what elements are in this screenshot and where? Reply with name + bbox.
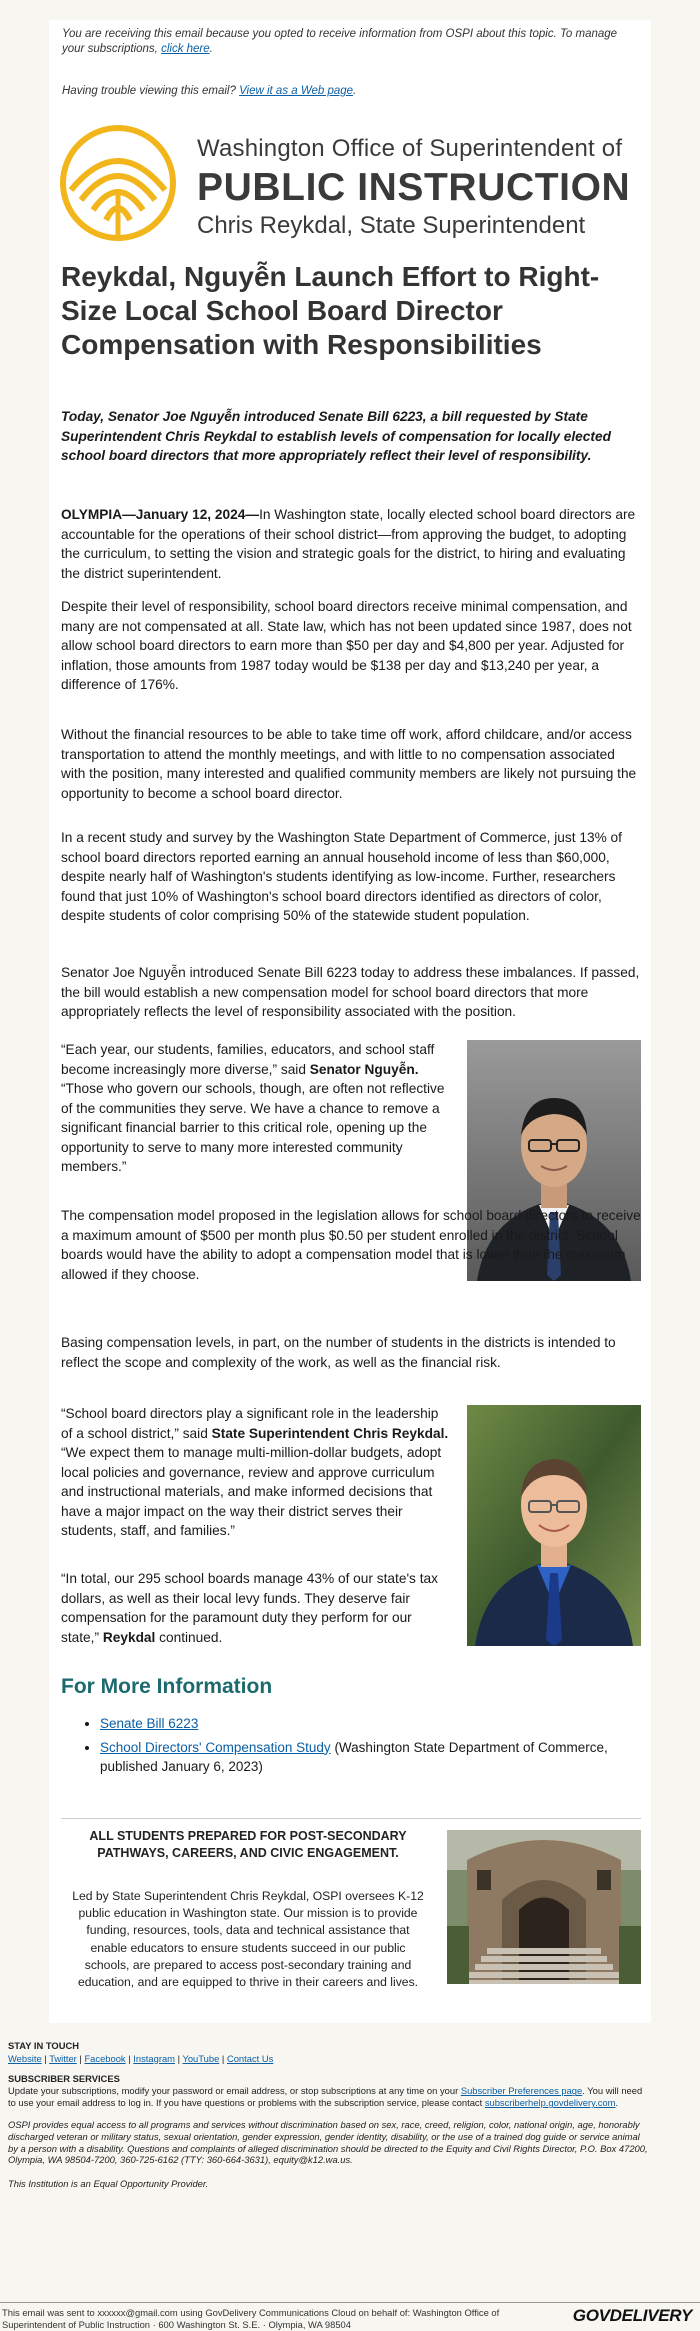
view-web-page-link[interactable]: View it as a Web page [239,85,354,97]
paragraph-4: In a recent study and survey by the Washington State Department of Commerce, just 13% of school board directors reported earning an annual household income of less than $60,000, despite nearly half of Washington's students identifying as low-income. Further, researchers found that just 10% of Washington's school board directors identified as directors of color, despite students of color comprising 50% of the statewide student population. [61,830,622,923]
subscriber-services-text: Update your subscriptions, modify your password or email address, or stop subscriptions at any time on your Subscriber Preferences page. You will need to use your email address to log in. If you have questions or problems with the subscription service, please contact subscriberhelp.govdelivery.com. [8,2085,643,2109]
paragraph-6: The compensation model proposed in the legislation allows for school board directors to receive a maximum amount of $500 per month plus $0.50 per student enrolled in the district. School boards would have the ability to adopt a compensation model that is lower than the maximum allowed if they choose. [61,1208,641,1282]
dateline: OLYMPIA—January 12, 2024— [61,507,260,522]
instagram-link[interactable]: Instagram [133,2052,175,2064]
divider [61,1818,641,1819]
compensation-study-link[interactable]: School Directors' Compensation Study [100,1739,331,1755]
email-footer [8,2040,648,2190]
click-here-link[interactable]: click here [161,43,210,55]
mission-text: Led by State Superintendent Chris Reykdal, OSPI oversees K-12 public education in Washington state. Our mission is to provide funding, resources, tools, data and technical assistance that enable educators to ensure students succeed in our public schools, are prepared to access post-secondary training and education, and are equipped to thrive in their careers and lives. [72,1889,424,1990]
closing-quote: “In total, our 295 school boards manage 43% of our state's tax dollars, as well as their local levy funds. They deserve fair compensation for the paramount duty they perform for our state,” Reykdal continued. [61,1571,438,1645]
govdelivery-logo[interactable]: GOVDELIVERY [572,2306,692,2325]
paragraph-5: Senator Joe Nguyễn introduced Senate Bill 6223 today to address these imbalances. If passed, the bill would establish a new compensation model for school board directors that more appropriately reflects the level of responsibility associated with the position. [61,965,640,1019]
subscriber-services-heading: SUBSCRIBER SERVICES [8,2072,120,2084]
more-info-heading: For More Information [61,1675,273,1698]
paragraph-1: OLYMPIA—January 12, 2024—In Washington state, locally elected school board directors are accountable for the operations of their school district—from approving the budget, to adopting the curriculum, to setting the vision and strategic goals for the district, to hiring and evaluating the district superintendent. [61,507,636,581]
govdelivery-bar [0,2302,700,2331]
old-capitol-building-image [447,1830,641,1984]
stay-in-touch-heading: STAY IN TOUCH [8,2040,80,2051]
paragraph-3: Without the financial resources to be able to take time off work, afford childcare, and/or access transportation to attend the monthly meetings, and with little to no compensation associated with the position, many interested and qualified community members are likely not pursuing the opportunity to become a school board director. [61,727,637,801]
preheader-subscription: You are receiving this email because you opted to receive information from OSPI about this topic. To manage your subscriptions, click here. [62,28,618,55]
senator-quote: “Each year, our students, families, educators, and school staff become increasingly more diverse,” said Senator Nguyễn. “Those who govern our schools, though, are often not reflective of the communities they serve. We have a chance to remove a significant financial barrier to this critical role, opening up the opportunity to serve to many more interested community members.” [61,1042,445,1174]
facebook-link[interactable]: Facebook [84,2052,126,2064]
senate-bill-link[interactable]: Senate Bill 6223 [100,1716,199,1731]
logo-line-2: PUBLIC INSTRUCTION [197,166,631,209]
mission-title: ALL STUDENTS PREPARED FOR POST-SECONDARY PATHWAYS, CAREERS, AND CIVIC ENGAGEMENT. [89,1829,407,1860]
lead-paragraph: Today, Senator Joe Nguyễn introduced Senate Bill 6223, a bill requested by State Superintendent Chris Reykdal to establish levels of compensation for locally elected school board directors that more appropriately reflect their level of responsibility. [61,409,611,463]
twitter-link[interactable]: Twitter [49,2052,77,2064]
subscriber-help-link[interactable]: subscriberhelp.govdelivery.com [484,2097,616,2109]
ospi-logo [59,124,639,252]
preheader-webview: Having trouble viewing this email? View it as a Web page. [62,85,357,97]
subscriber-preferences-link[interactable]: Subscriber Preferences page [460,2085,583,2097]
building-photo [447,1830,641,1984]
website-link[interactable]: Website [8,2052,42,2064]
more-info-list [100,1714,640,1781]
youtube-link[interactable]: YouTube [182,2052,220,2064]
social-links: Website | Twitter | Facebook | Instagram | YouTube | Contact Us [8,2052,274,2064]
paragraph-7: Basing compensation levels, in part, on the number of students in the districts is intended to reflect the scope and complexity of the work, as well as the financial risk. [61,1335,616,1370]
equal-access-statement: OSPI provides equal access to all programs and services without discrimination based on sex, race, creed, religion, color, national origin, age, honorably discharged veteran or military status, sexual orientation, gender expression, gender identity, disability, or the use of a trained dog guide or service animal by a person with a disability. Questions and complaints of alleged discrimination should be directed to the Equity and Civil Rights Director, P.O. Box 47200, Olympia, WA 98504-7200, 360-725-6162 (TTY: 360-664-3631), equity@k12.wa.us. [8,2118,648,2166]
contact-us-link[interactable]: Contact Us [226,2052,274,2064]
paragraph-2: Despite their level of responsibility, school board directors receive minimal compensation, and many are not compensated at all. State law, which has not been updated since 1987, does not allow school board directors to earn more than $50 per day and $4,800 per year. Adjusted for inflation, those amounts from 1987 today would be $138 per day and $13,240 per year, a difference of 176%. [61,599,632,692]
headline: Reykdal, Nguyễn Launch Effort to Right-Size Local School Board Director Compensation with Responsibilities [61,261,600,360]
list-item [100,1714,640,1734]
logo-line-3: Chris Reykdal, State Superintendent [197,212,586,239]
superintendent-quote: “School board directors play a significant role in the leadership of a school district,” said State Superintendent Chris Reykdal. “We expect them to manage multi-million-dollar budgets, adopt local policies and governance, review and approve curriculum and instructional materials, and make informed decisions that have a major impact on the way their district serves their students, staff, and families.” [61,1406,449,1538]
logo-line-1: Washington Office of Superintendent of [197,135,623,162]
superintendent-photo [467,1405,641,1646]
list-item: • School Directors' Compensation Study (Washington State Department of Commerce, published January 6, 2023) [100,1738,640,1777]
email-card [49,20,651,2023]
sun-emblem-icon [59,124,177,242]
govdelivery-sent-text: This email was sent to xxxxxx@gmail.com using GovDelivery Communications Cloud on behalf of: Washington Office of Superintendent of Public Instruction · 600 Washington St. S.E. · Olympia, WA 98504 [2,2307,500,2330]
superintendent-portrait-image [467,1405,641,1646]
equal-opportunity-statement: This Institution is an Equal Opportunity Provider. [8,2178,209,2190]
